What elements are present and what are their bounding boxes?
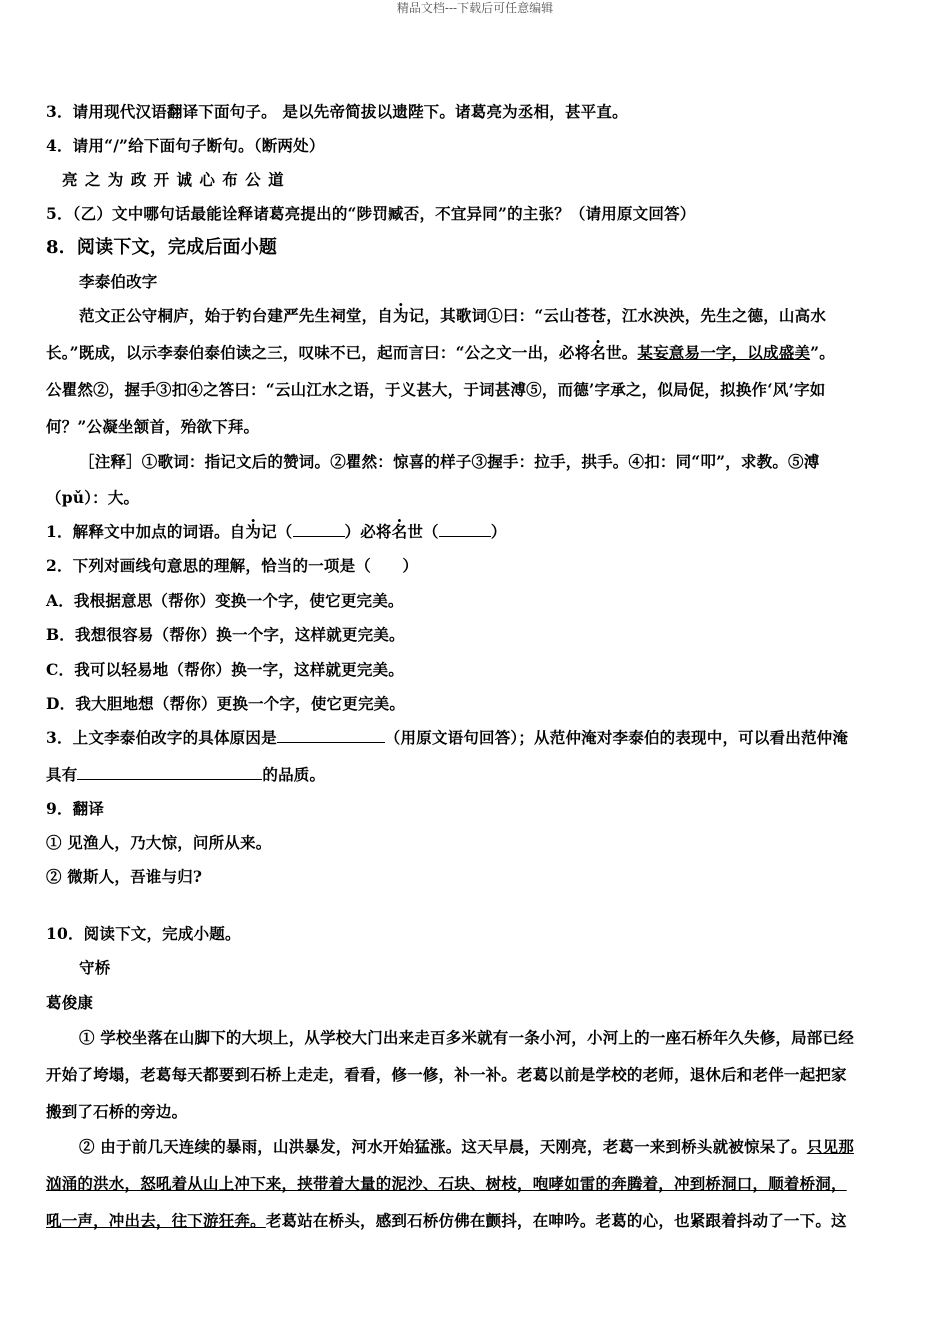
translate-line-1: ① 见渔人，乃大惊，问所从来。 <box>46 833 272 852</box>
story-p1-line-3: 搬到了石桥的旁边。 <box>46 1102 188 1121</box>
subquestion-2: 2．下列对画线句意思的理解，恰当的一项是（ ） <box>46 556 419 575</box>
story-p2-line-2 <box>46 1172 910 1196</box>
section-10-title: 10．阅读下文，完成小题。 <box>46 924 241 943</box>
annotation-line-1: ［注释］①歌词：指记文后的赞词。②瞿然：惊喜的样子③握手：拉手，拱手。④扣：同“叩”，求教。⑤溥 <box>79 452 820 471</box>
question-5: 5．（乙）文中哪句话最能诠释诸葛亮提出的“陟罚臧否，不宜异同”的主张？（请用原文回答） <box>46 204 696 223</box>
section-9-title: 9．翻译 <box>46 799 105 818</box>
story-author: 葛俊康 <box>46 993 94 1012</box>
story-title: 守桥 <box>79 958 111 977</box>
page-header: 精品文档---下载后可任意编辑 <box>396 1 554 15</box>
option-c: C．我可以轻易地（帮你）换一字，这样就更完美。 <box>46 660 404 679</box>
passage-line-1: 范文正公守桐庐，始于钓台建严先生祠堂，自为记，其歌词①曰：“云山苍苍，江水泱泱，先生之德，山高水 <box>79 306 827 325</box>
section-8-title: 8．阅读下文，完成后面小题 <box>46 237 278 258</box>
story-p2-line-3: 吼一声，冲出去，往下游狂奔。老葛站在桥头，感到石桥仿佛在颤抖，在呻吟。老葛的心，也紧跟着抖动了一下。这 <box>46 1211 847 1230</box>
answer-blank[interactable] <box>77 763 262 780</box>
underlined-passage: 汹涌的洪水，怒吼着从山上冲下来，挟带着大量的泥沙、石块、树枝，咆哮如雷的奔腾着，冲到桥洞口，顺着桥洞， <box>46 1174 847 1193</box>
annotation-line-2: （pǔ）：大。 <box>46 488 140 507</box>
question-3-translate: 3．请用现代汉语翻译下面句子。 是以先帝简拔以遗陛下。诸葛亮为丞相，甚平直。 <box>46 102 628 121</box>
subquestion-3-line-2: 具有 的品质。 <box>46 765 326 784</box>
translate-line-2: ② 微斯人，吾谁与归? <box>46 867 203 886</box>
passage-title: 李泰伯改字 <box>79 272 158 291</box>
option-a: A．我根据意思（帮你）变换一个字，使它更完美。 <box>46 591 404 610</box>
subquestion-1: 1．解释文中加点的词语。自为记（ ）必将名世（ ） <box>46 522 507 541</box>
passage-line-4: 何？”公凝坐颔首，殆欲下拜。 <box>46 417 260 436</box>
passage-line-3: 公瞿然②，握手③扣④之答曰：“云山江水之语，于义甚大，于词甚溥⑤，而德’字承之，似局促，拟换作‘风’字如 <box>46 380 826 399</box>
dotted-word-ming: 名 <box>590 343 606 362</box>
story-p2-line-1: ② 由于前几天连续的暴雨，山洪暴发，河水开始猛涨。这天早晨，天刚亮，老葛一来到桥头就被惊呆了。只见那 <box>79 1137 854 1156</box>
dotted-word-wei: 为 <box>393 306 409 325</box>
answer-blank[interactable] <box>293 520 345 537</box>
question-4-punctuate: 4．请用“/”给下面句子断句。（断两处） <box>46 136 325 155</box>
question-4-sentence: 亮 之 为 政 开 诚 心 布 公 道 <box>62 170 285 189</box>
answer-blank[interactable] <box>439 520 491 537</box>
story-p1-line-1: ① 学校坐落在山脚下的大坝上，从学校大门出来走百多米就有一条小河，小河上的一座石桥年久失修，局部已经 <box>79 1028 854 1047</box>
option-b: B．我想很容易（帮你）换一个字，这样就更完美。 <box>46 625 405 644</box>
underlined-sentence: 某妄意易一字，以成盛美 <box>637 343 811 362</box>
subquestion-3-line-1: 3．上文李泰伯改字的具体原因是 （用原文语句回答）；从范仲淹对李泰伯的表现中，可以看出范仲淹 <box>46 728 849 747</box>
answer-blank[interactable] <box>277 726 385 743</box>
option-d: D．我大胆地想（帮你）更换一个字，使它更完美。 <box>46 694 406 713</box>
story-p1-line-2: 开始了垮塌，老葛每天都要到石桥上走走，看看，修一修，补一补。老葛以前是学校的老师，退休后和老伴一起把家 <box>46 1065 847 1084</box>
passage-line-2: 长。”既成，以示李泰伯泰伯读之三，叹味不已，起而言曰：“公之文一出，必将名世。某妄意易一字，以成盛美”。 <box>46 343 835 362</box>
